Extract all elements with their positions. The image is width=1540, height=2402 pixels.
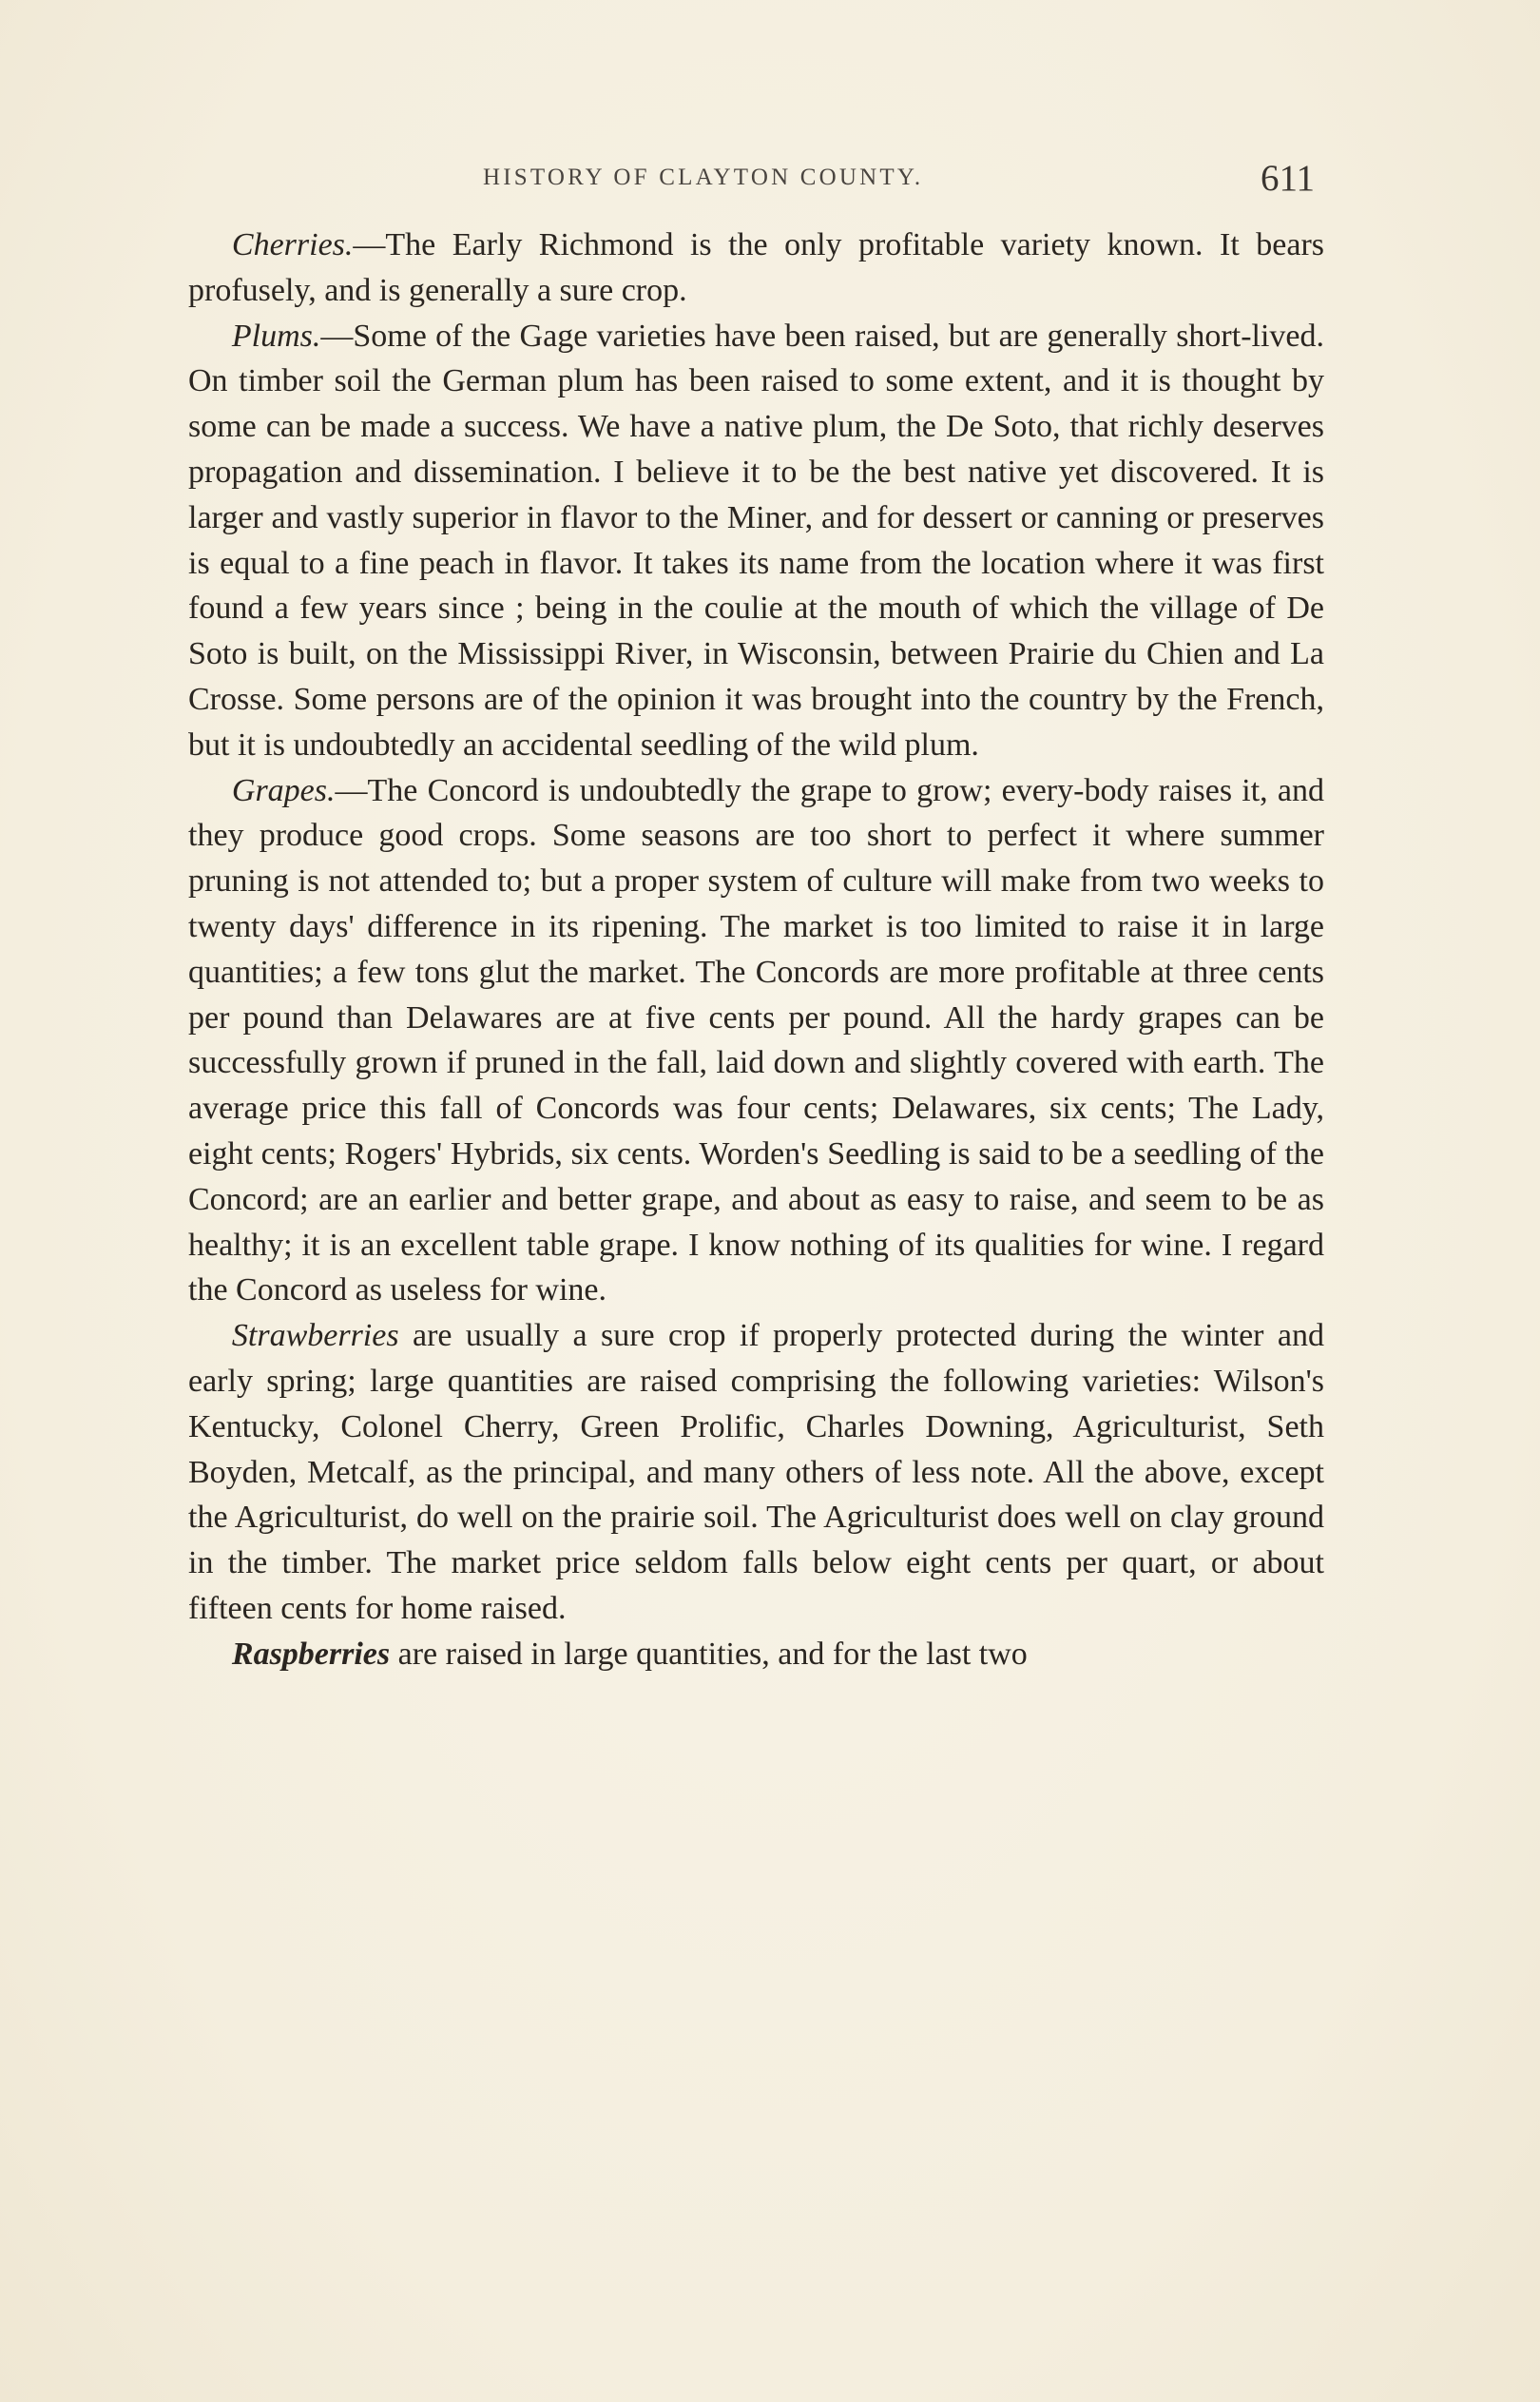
paragraph-text: are raised in large quantities, and for the last two <box>390 1636 1028 1672</box>
paragraph-lead: Cherries. <box>231 227 354 262</box>
paragraph-strawberries <box>188 1313 1324 1632</box>
running-header <box>188 159 1343 197</box>
paragraph-plums <box>188 314 1324 768</box>
paragraph-cherries <box>188 223 1324 314</box>
paragraph-text: are usually a sure crop if properly protected during the winter and early spring; large quantities are raised comprising the following varieties: Wilson's Kentucky, Colonel Cherry, Green Prolific, Charles Downing, Agriculturist, Seth Boyden, Metcalf, as the principal, and many others of less note. All the above, except the Agriculturist, do well on the prairie soil. The Agriculturist does well on clay ground in the timber. The market price seldom falls below eight cents per quart, or about fifteen cents for home raised. <box>188 1318 1324 1626</box>
paragraph-text: —The Concord is undoubtedly the grape to grow; every-body raises it, and they produce good crops. Some seasons are too short to perfect it where summer pruning is not attended to; but a proper system of culture will make from two weeks to twenty days' difference in its ripening. The market is too limited to raise it in large quantities; a few tons glut the market. The Concords are more profitable at three cents per pound than Delawares are at five cents per pound. All the hardy grapes can be successfully grown if pruned in the fall, laid down and slightly covered with earth. The average price this fall of Concords was four cents; Delawares, six cents; The Lady, eight cents; Rogers' Hybrids, six cents. Worden's Seedling is said to be a seedling of the Concord; are an earlier and better grape, and about as easy to raise, and seem to be as healthy; it is an excellent table grape. I know nothing of its qualities for wine. I regard the Concord as useless for wine. <box>188 772 1324 1308</box>
paragraph-text: —Some of the Gage varieties have been raised, but are generally short-lived. On timber soil the German plum has been raised to some extent, and it is thought by some can be made a success. We have a native plum, the De Soto, that richly deserves propagation and dissemination. I believe it to be the best native yet discovered. It is larger and vastly superior in flavor to the Miner, and for dessert or canning or preserves is equal to a fine peach in flavor. It takes its name from the location where it was first found a few years since ; being in the coulie at the mouth of which the village of De Soto is built, on the Mississippi River, in Wisconsin, between Prairie du Chien and La Crosse. Some persons are of the opinion it was brought into the country by the French, but it is undoubtedly an accidental seedling of the wild plum. <box>188 318 1324 763</box>
paragraph-lead: Strawberries <box>231 1318 399 1354</box>
paragraph-grapes <box>188 768 1324 1314</box>
paragraph-raspberries <box>188 1632 1324 1677</box>
paragraph-text: —The Early Richmond is the only profitable variety known. It bears profusely, and is generally a sure crop. <box>188 227 1324 308</box>
paragraph-lead: Raspberries <box>231 1636 391 1672</box>
body-text <box>188 223 1324 1677</box>
paragraph-lead: Grapes. <box>231 772 336 808</box>
running-title: HISTORY OF CLAYTON COUNTY. <box>483 165 924 190</box>
page-number: 611 <box>1260 158 1315 199</box>
paragraph-lead: Plums. <box>231 318 321 354</box>
